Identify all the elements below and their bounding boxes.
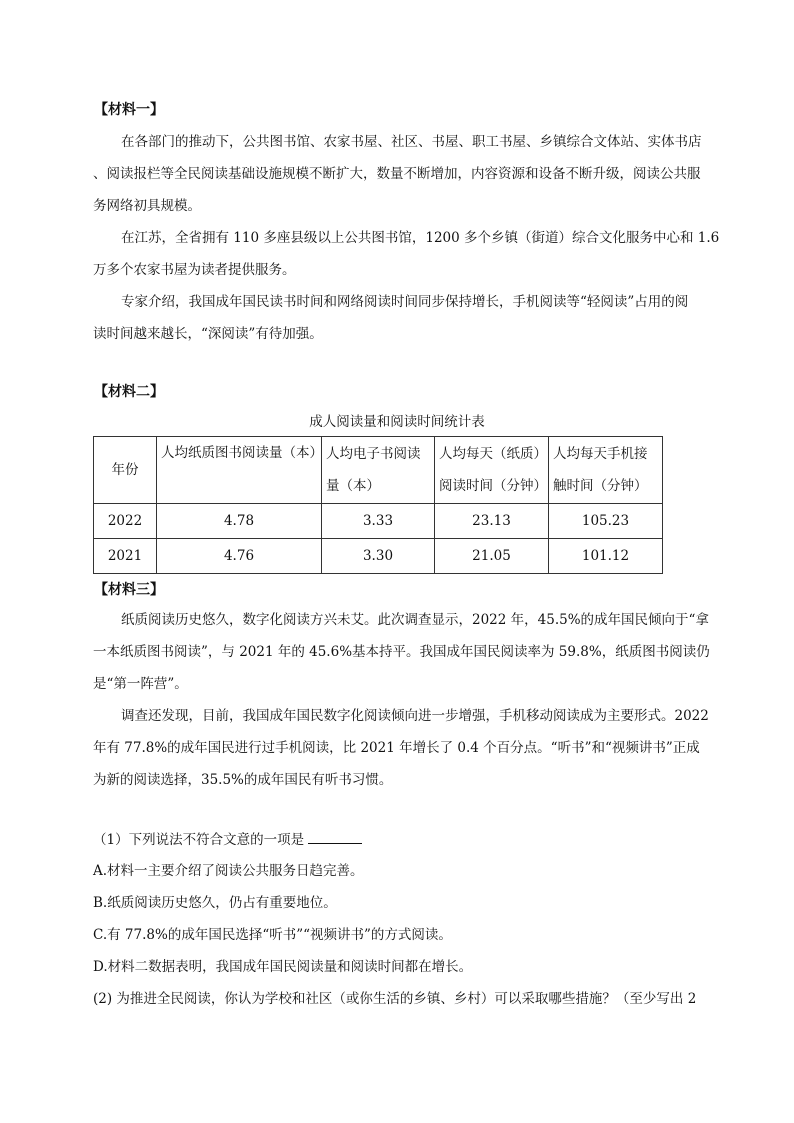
header-paper-books: 人均纸质图书阅读量（本） <box>157 437 322 504</box>
header-paper-reading-time: 人均每天（纸质）阅读时间（分钟） <box>435 437 549 504</box>
material3-p2-line2: 年有 77.8%的成年国民进行过手机阅读，比 2021 年增长了 0.4 个百分点。“听书”和“视频讲书”正成 <box>93 740 700 756</box>
table-cell: 2021 <box>94 539 157 574</box>
option-d: D.材料二数据表明，我国成年国民阅读量和阅读时间都在增长。 <box>93 959 473 975</box>
material1-heading: 【材料一】 <box>94 102 164 118</box>
material1-p1-line3: 务网络初具规模。 <box>93 198 201 214</box>
material3-p1-line1: 纸质阅读历史悠久，数字化阅读方兴未艾。此次调查显示，2022 年，45.5%的成年国民倾向于“拿 <box>121 612 709 628</box>
material3-p1-line2: 一本纸质图书阅读”，与 2021 年的 45.6%基本持平。我国成年国民阅读率为 59.8%，纸质图书阅读仍 <box>93 644 710 660</box>
table-cell: 23.13 <box>435 504 549 539</box>
question-1-stem: （1）下列说法不符合文意的一项是 <box>93 832 305 848</box>
question-2: (2) 为推进全民阅读，你认为学校和社区（或你生活的乡镇、乡村）可以采取哪些措施？（至少写出 2 <box>93 991 697 1007</box>
table-cell: 101.12 <box>549 539 663 574</box>
answer-blank[interactable] <box>308 829 362 844</box>
table-cell: 3.30 <box>322 539 435 574</box>
material3-p1-line3: 是“第一阵营”。 <box>93 676 188 692</box>
table-cell: 4.76 <box>157 539 322 574</box>
table-row <box>94 504 663 539</box>
table-cell: 21.05 <box>435 539 549 574</box>
material1-p3-line1: 专家介绍，我国成年国民读书时间和网络阅读时间同步保持增长，手机阅读等“轻阅读”占用的阅 <box>121 294 689 310</box>
table-row <box>94 539 663 574</box>
material1-p3-line2: 读时间越来越长，“深阅读”有待加强。 <box>93 326 323 342</box>
option-c: C.有 77.8%的成年国民选择“听书”“视频讲书”的方式阅读。 <box>93 927 452 943</box>
question-1 <box>93 829 362 850</box>
material2-heading: 【材料二】 <box>94 384 164 400</box>
material3-p2-line1: 调查还发现，目前，我国成年国民数字化阅读倾向进一步增强，手机移动阅读成为主要形式。2022 <box>121 708 709 724</box>
table-cell: 2022 <box>94 504 157 539</box>
material3-p2-line3: 为新的阅读选择，35.5%的成年国民有听书习惯。 <box>93 772 393 788</box>
reading-stats-table <box>93 436 663 574</box>
table-cell: 105.23 <box>549 504 663 539</box>
material1-p2-line2: 万多个农家书屋为读者提供服务。 <box>93 262 296 278</box>
table-header-row <box>94 437 663 504</box>
material1-p2-line1: 在江苏，全省拥有 110 多座县级以上公共图书馆，1200 多个乡镇（街道）综合文化服务中心和 1.6 <box>121 230 720 246</box>
table-cell: 3.33 <box>322 504 435 539</box>
table-title: 成人阅读量和阅读时间统计表 <box>309 414 485 430</box>
header-year: 年份 <box>94 437 157 504</box>
header-phone-time: 人均每天手机接触时间（分钟） <box>549 437 663 504</box>
material1-p1-line2: 、阅读报栏等全民阅读基础设施规模不断扩大，数量不断增加，内容资源和设备不断升级，阅读公共服 <box>93 166 701 182</box>
table-cell: 4.78 <box>157 504 322 539</box>
option-b: B.纸质阅读历史悠久，仍占有重要地位。 <box>93 895 337 911</box>
material1-p1-line1: 在各部门的推动下，公共图书馆、农家书屋、社区、书屋、职工书屋、乡镇综合文体站、实体书店 <box>121 134 702 150</box>
option-a: A.材料一主要介绍了阅读公共服务日趋完善。 <box>93 863 364 879</box>
material3-heading: 【材料三】 <box>94 582 164 598</box>
header-ebooks: 人均电子书阅读量（本） <box>322 437 435 504</box>
